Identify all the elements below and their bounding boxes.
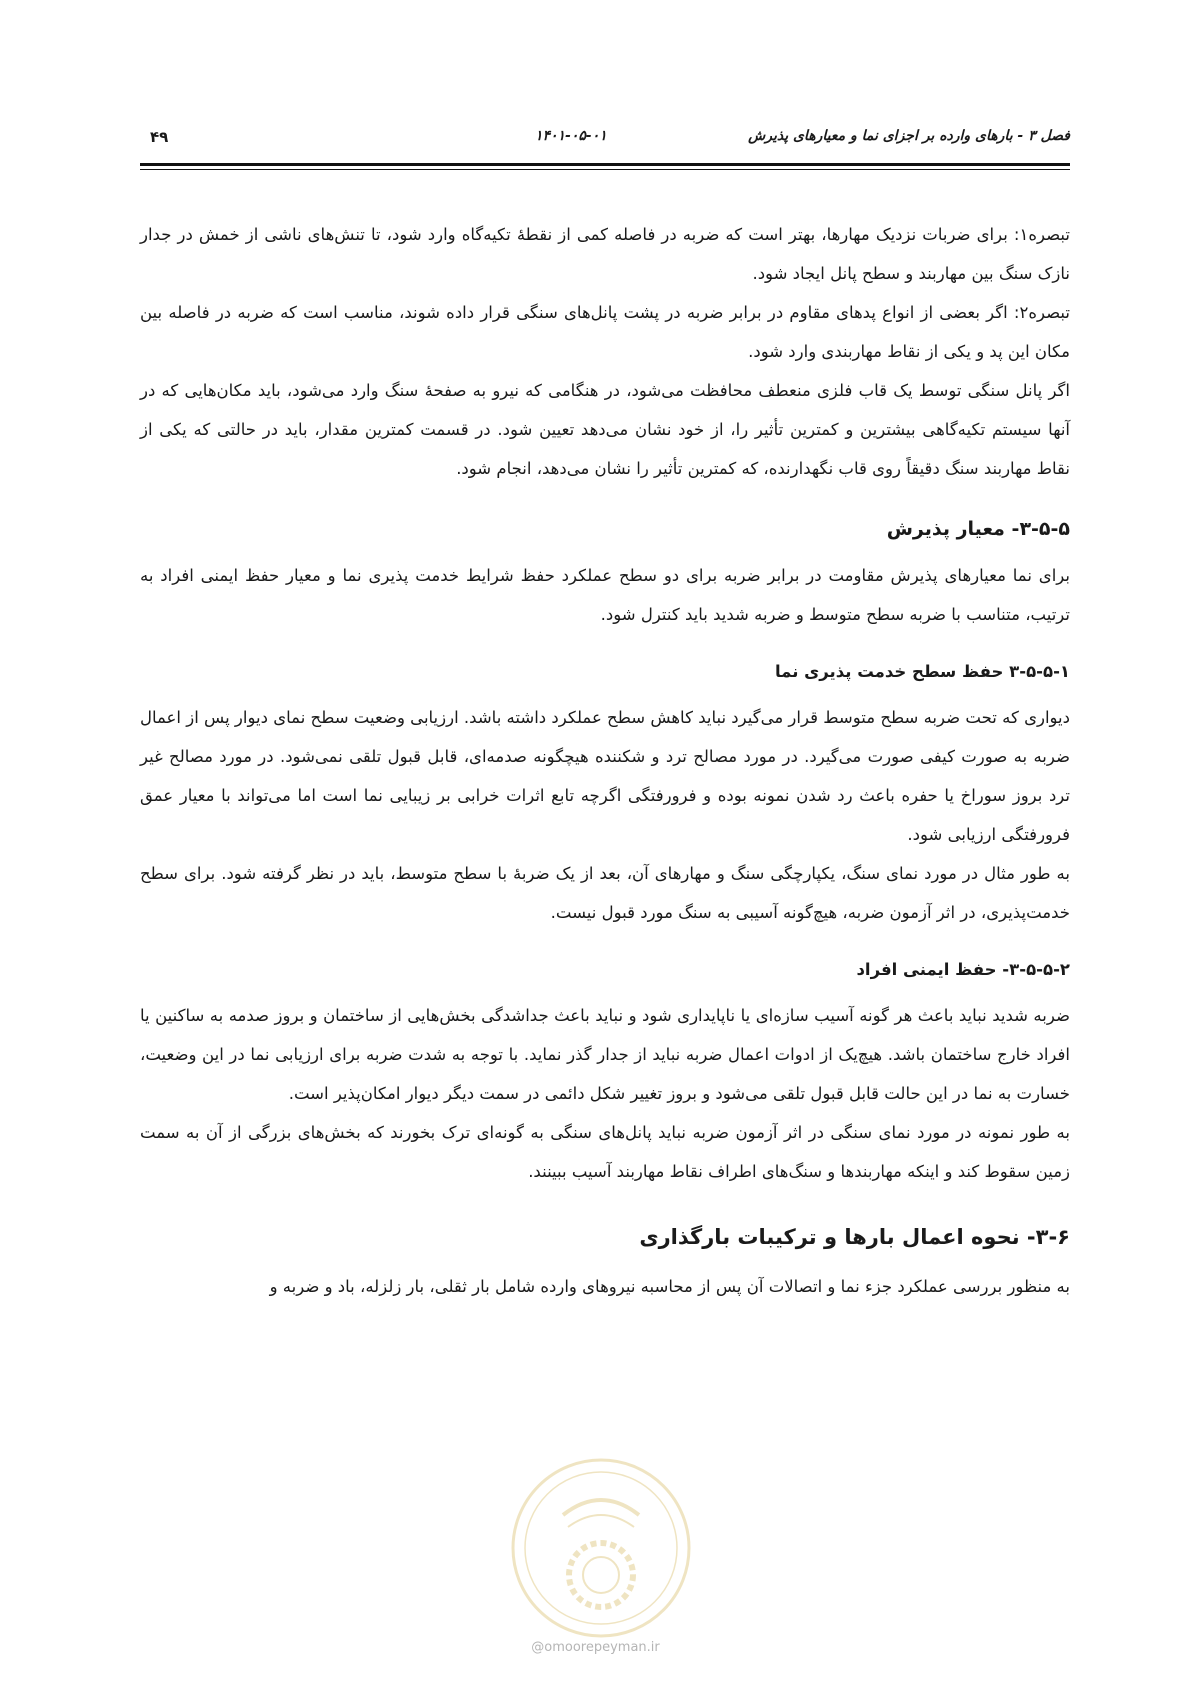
page-number: ۴۹: [150, 128, 169, 146]
paragraph-3-5-5-1a: دیواری که تحت ضربه سطح متوسط قرار می‌گیرد نباید کاهش سطح عملکرد داشته باشد. ارزیابی وضعیت سطح نمای دیوار پس از اعمال ضربه به صورت کیفی صورت می‌گیرد. در مورد مصالح ترد و شکننده هیچگونه صدمه‌ای، قابل قبول تلقی نمی‌شود. در مورد مصالح غیر ترد بروز سوراخ یا حفره باعث رد شدن نمونه بوده و فرورفتگی اگرچه تابع اثرات خرابی بر زیبایی نما است اما می‌تواند با معیار عمق فرورفتگی ارزیابی شود.: [140, 708, 1070, 844]
watermark-url: @omoorepeyman.ir: [531, 1640, 660, 1655]
paragraph-3-5-5-2a: ضربه شدید نباید باعث هر گونه آسیب سازه‌ای یا ناپایداری شود و نباید باعث جداشدگی بخش‌هایی از ساختمان و بروز صدمه به ساکنین یا افراد خارج ساختمان باشد. هیچ‌یک از ادوات اعمال ضربه نباید از جدار گذر نماید. با توجه به شدت ضربه برای ارزیابی نما در این وضعیت، خسارت به نما در این حالت قابل قبول تلقی می‌شود و بروز تغییر شکل دائمی در سمت دیگر دیوار امکان‌پذیر است.: [140, 1006, 1070, 1103]
heading-3-6: ۳-۶- نحوه اعمال بارها و ترکیبات بارگذاری: [639, 1225, 1070, 1249]
paragraph-3-5-5-1b: به طور مثال در مورد نمای سنگ، یکپارچگی سنگ و مهارهای آن، بعد از یک ضربهٔ با سطح متوسط، باید در نظر گرفته شود. برای سطح خدمت‌پذیری، در اثر آزمون ضربه، هیچ‌گونه آسیبی به سنگ مورد قبول نیست.: [140, 864, 1070, 922]
paragraph-3-5-5: برای نما معیارهای پذیرش مقاومت در برابر ضربه برای دو سطح عملکرد حفظ شرایط خدمت پذیری نما و معیار حفظ ایمنی افراد به ترتیب، متناسب با ضربه سطح متوسط و ضربه شدید باید کنترل شود.: [140, 566, 1070, 624]
header-date: ۱۴۰۱-۰۵-۰۱: [535, 128, 607, 144]
heading-3-5-5-2: ۳-۵-۵-۲- حفظ ایمنی افراد: [856, 960, 1070, 979]
header-rule-thick: [140, 163, 1070, 166]
header-rule-thin: [140, 169, 1070, 170]
chapter-title: فصل ۳ - بارهای وارده بر اجزای نما و معیارهای پذیرش: [748, 128, 1070, 144]
paragraph-3-5-5-2b: به طور نمونه در مورد نمای سنگی در اثر آزمون ضربه نباید پانل‌های سنگی به گونه‌ای ترک بخورند که بخش‌های بزرگی از آن به سمت زمین سقوط کند و اینکه مهاربندها و سنگ‌های اطراف نقاط مهاربند آسیب ببینند.: [140, 1123, 1070, 1181]
watermark-seal-icon: [508, 1455, 694, 1641]
note-2: تبصره۲: اگر بعضی از انواع پدهای مقاوم در برابر ضربه در پشت پانل‌های سنگی قرار داده شوند، مناسب است که ضربه در فاصله بین مکان این پد و یکی از نقاط مهاربندی وارد شود.: [140, 303, 1070, 361]
page-body: [140, 215, 1070, 1306]
paragraph-3-6: به منظور بررسی عملکرد جزء نما و اتصالات آن پس از محاسبه نیروهای وارده شامل بار ثقلی، بار زلزله، باد و ضربه و: [269, 1277, 1070, 1296]
heading-3-5-5: ۳-۵-۵- معیار پذیرش: [886, 518, 1070, 540]
heading-3-5-5-1: ۳-۵-۵-۱ حفظ سطح خدمت پذیری نما: [774, 662, 1070, 681]
note-1: تبصره۱: برای ضربات نزدیک مهارها، بهتر است که ضربه در فاصله کمی از نقطهٔ تکیه‌گاه وارد شود، تا تنش‌های ناشی از خمش در جدار نازک سنگ بین مهاربند و سطح پانل ایجاد شود.: [140, 225, 1070, 283]
paragraph-frame: اگر پانل سنگی توسط یک قاب فلزی منعطف محافظت می‌شود، در هنگامی که نیرو به صفحهٔ سنگ وارد می‌شود، باید مکان‌هایی که در آنها سیستم تکیه‌گاهی بیشترین و کمترین تأثیر را، از خود نشان می‌دهد تعیین شود. در قسمت کمترین مقدار، باید در حالتی که یکی از نقاط مهاربند سنگ دقیقاً روی قاب نگهدارنده، که کمترین تأثیر را نشان می‌دهد، انجام شود.: [140, 381, 1070, 478]
page-header: [140, 128, 1070, 158]
